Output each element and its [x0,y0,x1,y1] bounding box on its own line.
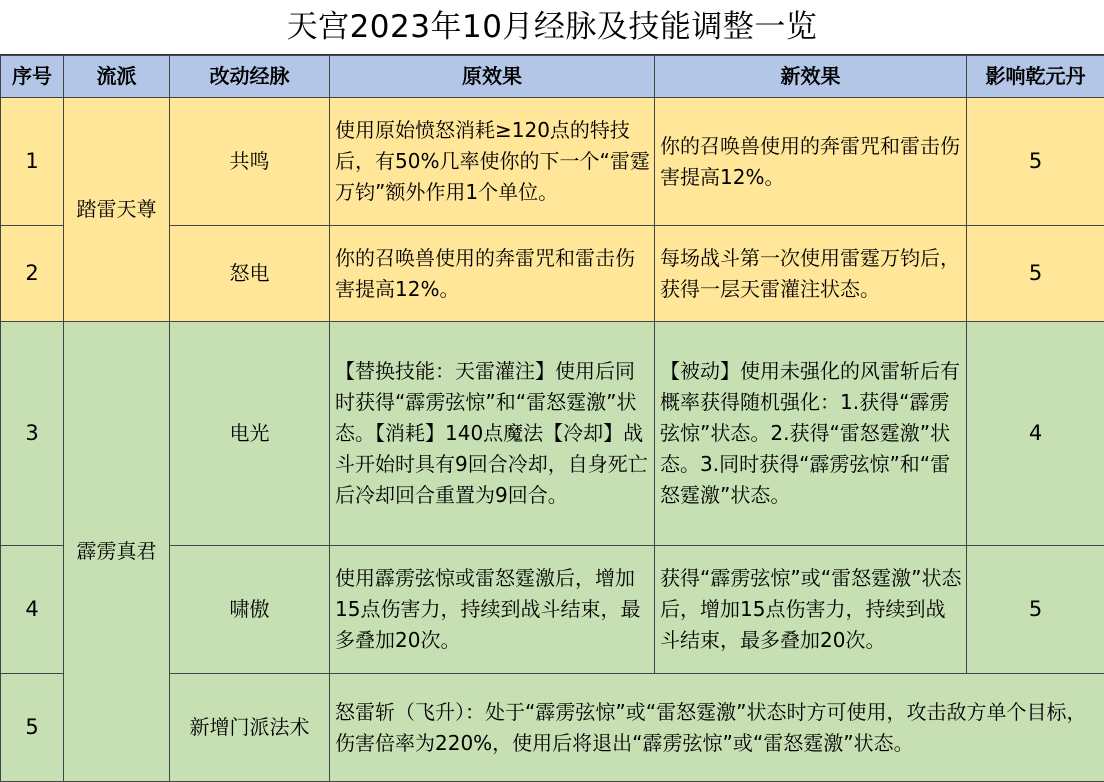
new-effect-cell: 你的召唤兽使用的奔雷咒和雷击伤害提高12%。 [655,98,967,226]
row-index: 5 [1,674,64,782]
meridian-cell: 新增门派法术 [170,674,330,782]
old-effect-cell: 你的召唤兽使用的奔雷咒和雷击伤害提高12%。 [330,226,655,322]
impact-cell: 5 [967,98,1104,226]
old-effect-cell: 使用霹雳弦惊或雷怒霆激后，增加15点伤害力，持续到战斗结束，最多叠加20次。 [330,546,655,674]
row-index: 4 [1,546,64,674]
meridian-cell: 电光 [170,322,330,546]
table-row [1,98,1104,226]
header-row [1,56,1104,98]
header-school: 流派 [64,56,170,98]
new-effect-cell: 每场战斗第一次使用雷霆万钧后，获得一层天雷灌注状态。 [655,226,967,322]
old-effect-cell: 使用原始愤怒消耗≥120点的特技后，有50%几率使你的下一个“雷霆万钧”额外作用1个单位。 [330,98,655,226]
impact-cell: 4 [967,322,1104,546]
header-new-effect: 新效果 [655,56,967,98]
school-cell: 霹雳真君 [64,322,170,782]
meridian-cell: 啸傲 [170,546,330,674]
impact-cell: 5 [967,226,1104,322]
header-impact: 影响乾元丹 [967,56,1104,98]
meridian-cell: 共鸣 [170,98,330,226]
meridian-cell: 怒电 [170,226,330,322]
adjustment-table [0,55,1104,782]
new-effect-cell: 【被动】使用未强化的风雷斩后有概率获得随机强化：1.获得“霹雳弦惊”状态。2.获得“雷怒霆激”状态。3.同时获得“霹雳弦惊”和“雷怒霆激”状态。 [655,322,967,546]
table-row [1,322,1104,546]
new-effect-cell: 获得“霹雳弦惊”或“雷怒霆激”状态后，增加15点伤害力，持续到战斗结束，最多叠加20次。 [655,546,967,674]
merged-effect-cell: 怒雷斩（飞升）：处于“霹雳弦惊”或“雷怒霆激”状态时方可使用，攻击敌方单个目标，伤害倍率为220%，使用后将退出“霹雳弦惊”或“雷怒霆激”状态。 [330,674,1104,782]
page-title: 天宫2023年10月经脉及技能调整一览 [0,0,1104,55]
header-old-effect: 原效果 [330,56,655,98]
old-effect-cell: 【替换技能：天雷灌注】使用后同时获得“霹雳弦惊”和“雷怒霆激”状态。【消耗】140点魔法【冷却】战斗开始时具有9回合冷却，自身死亡后冷却回合重置为9回合。 [330,322,655,546]
header-index: 序号 [1,56,64,98]
row-index: 1 [1,98,64,226]
row-index: 2 [1,226,64,322]
header-meridian: 改动经脉 [170,56,330,98]
school-cell: 踏雷天尊 [64,98,170,322]
row-index: 3 [1,322,64,546]
impact-cell: 5 [967,546,1104,674]
